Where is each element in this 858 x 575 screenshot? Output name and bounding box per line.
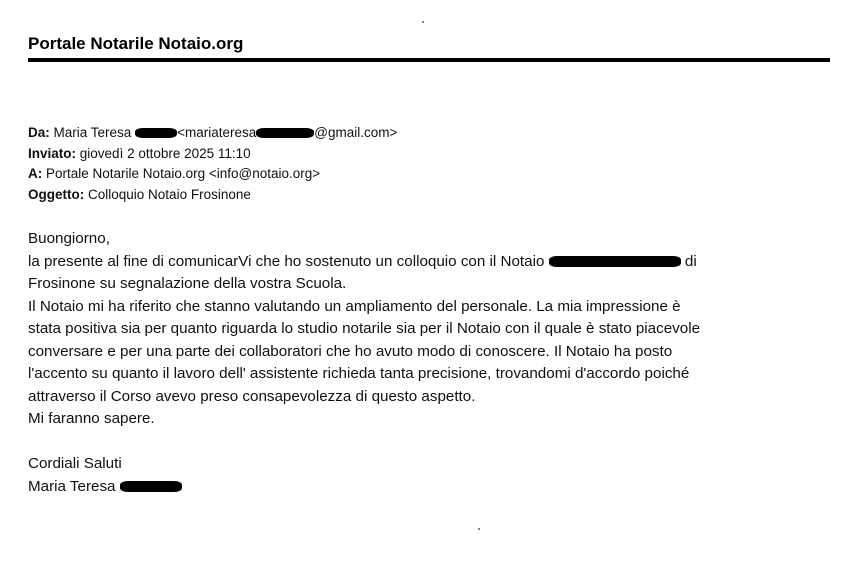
closing: Cordiali Saluti bbox=[28, 455, 122, 472]
body-line: Frosinone su segnalazione della vostra Scuola. bbox=[28, 275, 347, 292]
sent-label: Inviato: bbox=[28, 145, 77, 161]
redaction-mark bbox=[256, 128, 314, 138]
sent-value: giovedì 2 ottobre 2025 11:10 bbox=[79, 145, 251, 161]
from-name: Maria Teresa bbox=[53, 125, 132, 140]
signature-name: Maria Teresa bbox=[28, 477, 116, 495]
subject-line bbox=[28, 185, 397, 206]
to-value: Portale Notarile Notaio.org <info@notaio.org> bbox=[46, 166, 321, 181]
from-email-suffix: @gmail.com> bbox=[314, 125, 398, 140]
greeting: Buongiorno, bbox=[28, 230, 110, 247]
body-line: l'accento su quanto il lavoro dell' assistente richieda tanta precisione, trovandomi d'accordo poiché bbox=[28, 365, 690, 382]
body-line: attraverso il Corso avevo preso consapevolezza di questo aspetto. bbox=[28, 387, 476, 405]
body-line: Mi faranno sapere. bbox=[28, 410, 155, 427]
redaction-mark bbox=[549, 256, 681, 267]
redaction-mark bbox=[135, 128, 177, 138]
paragraph-gap bbox=[28, 431, 838, 454]
body-line-part: la presente al fine di comunicarVi che ho sostenuto un colloquio con il Notaio bbox=[28, 252, 545, 270]
signature-line bbox=[28, 476, 838, 499]
portal-title: Portale Notarile Notaio.org bbox=[28, 34, 244, 53]
from-line bbox=[28, 123, 397, 144]
body-line: conversare e per una parte dei collaboratori che ho avuto modo di conoscere. Il Notaio ha posto bbox=[28, 342, 673, 360]
header-divider bbox=[28, 58, 830, 62]
body-line: stata positiva sia per quanto riguarda lo studio notarile sia per il Notaio con il quale è stato piacevole bbox=[28, 320, 701, 337]
from-email-prefix: <mariateresa bbox=[177, 125, 257, 140]
from-label: Da: bbox=[28, 125, 50, 140]
body-line bbox=[28, 251, 838, 274]
to-label: A: bbox=[28, 166, 43, 181]
body-line-part: di bbox=[684, 252, 697, 270]
email-header bbox=[28, 31, 830, 62]
body-line: Il Notaio mi ha riferito che stanno valutando un ampliamento del personale. La mia impressione è bbox=[28, 297, 681, 315]
email-metadata bbox=[28, 123, 397, 205]
sent-line bbox=[28, 144, 397, 165]
subject-value: Colloquio Notaio Frosinone bbox=[88, 186, 251, 202]
subject-label: Oggetto: bbox=[28, 186, 85, 202]
redaction-mark bbox=[120, 481, 182, 492]
scan-speck bbox=[478, 528, 480, 530]
scan-speck bbox=[422, 21, 424, 23]
to-line bbox=[28, 164, 397, 185]
email-body bbox=[28, 228, 838, 498]
